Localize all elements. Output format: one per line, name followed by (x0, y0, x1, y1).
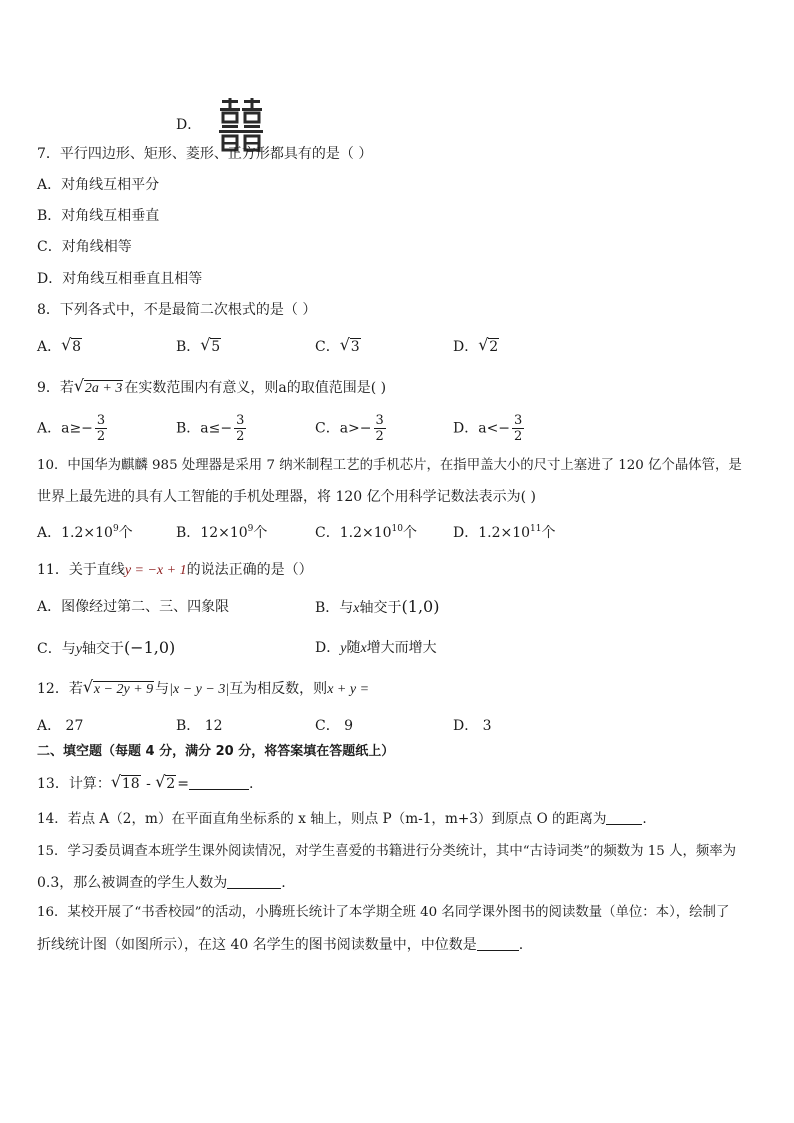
q13-end: . (248, 776, 254, 792)
q7-stem: 7．平行四边形、矩形、菱形、正方形都具有的是（ ） (37, 146, 373, 162)
q10-option-b-exp: 9 (247, 524, 254, 534)
q11-prefix: 11．关于直线 (37, 562, 125, 578)
q9-option-b-den: 2 (236, 429, 245, 444)
q12-option-d: D． 3 (453, 718, 492, 734)
q11-option-c-point: (−1,0) (123, 638, 176, 657)
q10-stem-line1: 10．中国华为麒麟 985 处理器是采用 7 纳米制程工艺的手机芯片，在指甲盖大小的尺寸上塞进了 120 亿个晶体管，是 (37, 458, 742, 473)
q10-option-d-exp: 11 (530, 524, 542, 534)
q13-answer-blank[interactable] (189, 775, 249, 790)
q12-radicand: x − 2y + 9 (93, 682, 154, 697)
q8-option-d (453, 337, 500, 357)
q9-option-a-num: 3 (96, 413, 106, 428)
q10-option-c-exp: 10 (391, 524, 403, 534)
q11-suffix: 的说法正确的是（） (186, 562, 313, 578)
q9-option-b-num: 3 (236, 413, 245, 428)
q12-prefix: 12．若 (37, 681, 83, 697)
q16-line2-text: 折线统计图（如图所示），在这 40 名学生的图书阅读数量中，中位数是 (37, 937, 477, 953)
q10-option-a-exp: 9 (112, 524, 119, 534)
q9-prefix: 9．若 (37, 380, 74, 396)
q11-option-d-mid: 随 (346, 640, 361, 656)
q9-option-d-den: 2 (514, 429, 523, 444)
q15-stem-line1: 15．学习委员调查本班学生课外阅读情况，对学生喜爱的书籍进行分类统计，其中“古诗词类”的频数为 15 人，频率为 (37, 844, 737, 859)
q12-option-b: B． 12 (176, 718, 223, 734)
q8-option-a-radicand: 8 (72, 339, 82, 355)
q16-stem-line2 (37, 935, 523, 955)
q12-mid: 与 (155, 681, 170, 697)
q12-option-a: A． 27 (37, 718, 84, 734)
q8-option-c-sqrt (341, 337, 361, 357)
q10-option-b-unit: 个 (253, 525, 268, 541)
q15-answer-blank[interactable] (227, 874, 281, 889)
q12-expr: x + y = (327, 682, 370, 697)
q8-option-b-sqrt (201, 337, 221, 357)
q13-radicand-2: 2 (166, 776, 176, 792)
q10-option-b-label: B． (176, 525, 201, 541)
q7-option-b: B．对角线互相垂直 (37, 208, 160, 224)
q12-stem (37, 679, 369, 700)
q9-option-a (37, 413, 107, 444)
q10-option-a (37, 523, 133, 543)
q11-option-c-var: y (75, 642, 82, 657)
q14-end: . (642, 811, 647, 827)
q9-option-c-label: C．a>− (315, 420, 372, 437)
q11-option-c-prefix: C．与 (37, 641, 76, 657)
q11-option-d-var1: y (340, 641, 347, 656)
q11-option-d-prefix: D． (315, 640, 341, 656)
q9-option-b (176, 413, 246, 444)
q16-answer-blank[interactable] (477, 936, 519, 951)
q9-option-c-den: 2 (375, 429, 384, 444)
q12-abs: |x − y − 3| (169, 682, 230, 697)
q13-stem (37, 774, 253, 794)
q15-stem-line2 (37, 873, 286, 893)
q8-stem: 8．下列各式中，不是最简二次根式的是（ ） (37, 302, 317, 318)
q9-sqrt (75, 378, 123, 399)
q13-minus: - (141, 776, 156, 792)
q7-option-a: A．对角线互相平分 (37, 177, 160, 193)
q14-answer-blank[interactable] (606, 810, 642, 825)
q13-radicand-1: 18 (121, 776, 140, 792)
q11-option-d-suffix: 增大而增大 (366, 640, 437, 656)
q11-option-c-mid: 轴交于 (81, 641, 124, 657)
q11-option-a: A．图像经过第二、三、四象限 (37, 599, 230, 615)
q15-end: . (281, 875, 286, 891)
q10-option-c-base: 1.2×10 (339, 525, 392, 541)
q11-expr: y = −x + 1 (124, 563, 187, 578)
q12-option-c: C． 9 (315, 718, 354, 734)
q10-option-c (315, 523, 417, 543)
q11-option-b-mid: 轴交于 (359, 600, 402, 616)
q9-suffix: 在实数范围内有意义，则a的取值范围是( ) (124, 380, 387, 396)
q11-stem (37, 560, 313, 581)
q13-eq: = (177, 776, 189, 792)
q9-option-d-label: D．a<− (453, 420, 511, 437)
q10-option-d-unit: 个 (541, 525, 556, 541)
q8-option-a (37, 337, 83, 357)
q8-option-c-radicand: 3 (350, 339, 360, 355)
q16-end: . (518, 937, 524, 953)
q9-option-d-num: 3 (514, 413, 523, 428)
q10-option-b (176, 523, 267, 543)
q8-option-b-radicand: 5 (211, 339, 221, 355)
q10-option-d (453, 523, 556, 543)
q11-option-d-var2: x (360, 641, 367, 656)
q9-option-b-label: B．a≤− (176, 420, 233, 437)
q14-text: 14．若点 A（2，m）在平面直角坐标系的 x 轴上，则点 P（m-1，m+3）到原点 O 的距离为 (37, 811, 607, 827)
q12-suffix: 互为相反数，则 (229, 681, 328, 697)
q13-prefix: 13．计算： (37, 776, 111, 792)
q8-option-b-label: B． (176, 339, 201, 355)
q11-option-b-point: (1,0) (401, 597, 440, 616)
q14-stem (37, 809, 647, 829)
q13-sqrt-2 (156, 774, 176, 794)
q10-option-c-label: C． (315, 525, 340, 541)
q10-option-d-base: 1.2×10 (478, 525, 531, 541)
q9-option-d-fraction (512, 413, 524, 444)
q7-option-d: D．对角线互相垂直且相等 (37, 271, 203, 287)
q11-option-b (315, 597, 439, 619)
q15-line2-text: 0.3，那么被调查的学生人数为 (37, 875, 228, 891)
q13-sqrt-1 (112, 774, 141, 794)
q9-option-c (315, 413, 386, 444)
q8-option-a-label: A． (37, 339, 62, 355)
q9-option-d (453, 413, 524, 444)
q7-option-c: C．对角线相等 (37, 239, 132, 255)
q12-sqrt (84, 679, 154, 700)
q8-option-c (315, 337, 362, 357)
q9-option-a-label: A．a≥− (37, 420, 93, 437)
q9-option-a-den: 2 (96, 429, 106, 444)
q10-option-a-label: A． (37, 525, 62, 541)
q11-option-c (37, 638, 175, 660)
q16-stem-line1: 16．某校开展了“书香校园”的活动，小腾班长统计了本学期全班 40 名同学课外图书的阅读数量（单位：本），绘制了 (37, 905, 730, 920)
q10-stem-line2: 世界上最先进的具有人工智能的手机处理器，将 120 亿个用科学记数法表示为( ) (37, 489, 536, 505)
q11-option-b-prefix: B．与 (315, 600, 354, 616)
q8-option-d-sqrt (479, 337, 499, 357)
q9-option-a-fraction (95, 413, 107, 444)
q9-option-c-fraction (374, 413, 386, 444)
q10-option-a-unit: 个 (118, 525, 133, 541)
q8-option-c-label: C． (315, 339, 340, 355)
q9-option-b-fraction (234, 413, 246, 444)
q10-option-d-label: D． (453, 525, 479, 541)
q8-option-b (176, 337, 222, 357)
q8-option-a-sqrt (62, 337, 82, 357)
q8-option-d-radicand: 2 (489, 339, 499, 355)
q10-option-a-base: 1.2×10 (61, 525, 113, 541)
q9-stem (37, 378, 386, 399)
section-2-title: 二、填空题（每题 4 分，满分 20 分，将答案填在答题纸上） (37, 744, 395, 759)
q11-option-b-var: x (353, 601, 360, 616)
q9-radicand: 2a + 3 (84, 381, 123, 396)
q10-option-b-base: 12×10 (200, 525, 248, 541)
q8-option-d-label: D． (453, 339, 479, 355)
q6-option-d-label: D． (176, 117, 202, 133)
q11-option-d (315, 638, 437, 659)
q9-option-c-num: 3 (375, 413, 384, 428)
q10-option-c-unit: 个 (402, 525, 417, 541)
